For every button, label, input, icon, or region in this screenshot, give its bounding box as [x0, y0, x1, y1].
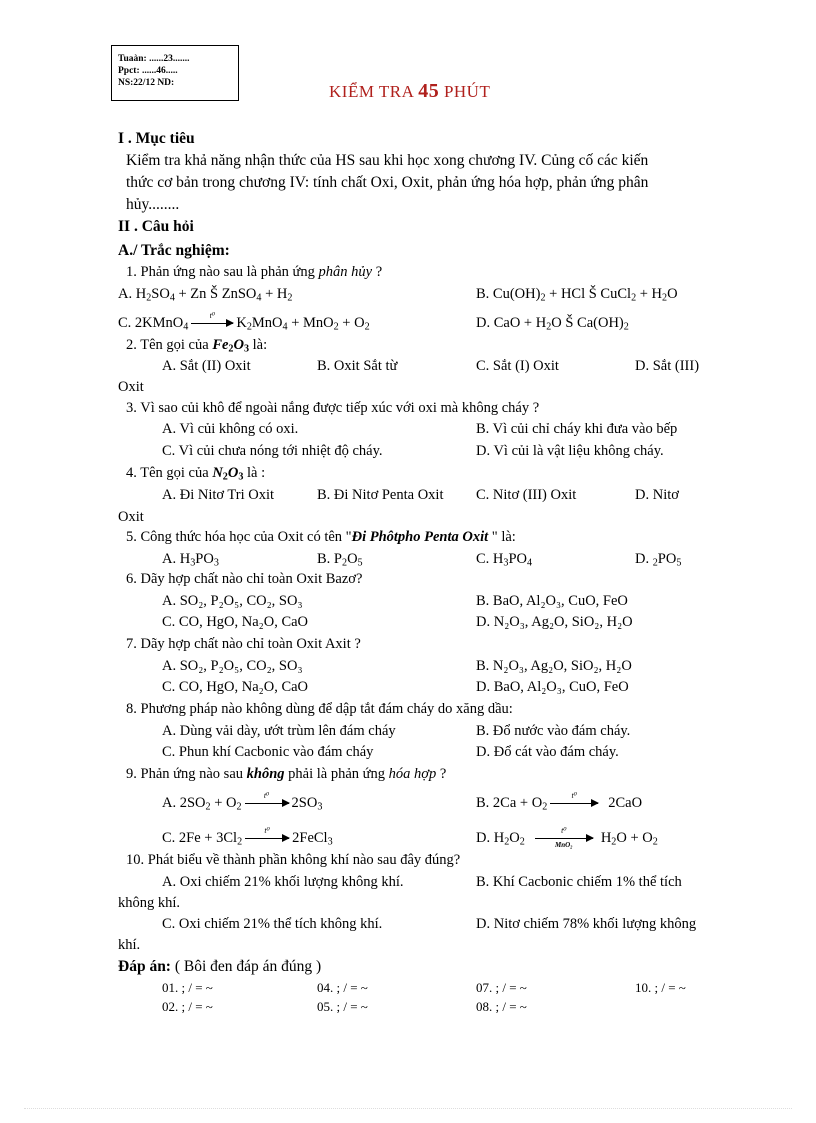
q10-option-c: C. Oxi chiếm 21% thể tích không khí.	[162, 916, 383, 932]
section-2-heading: II . Câu hỏi	[118, 218, 194, 235]
q6-option-c: C. CO, HgO, Na₂O, CaO	[162, 614, 309, 630]
q10-option-b: B. Khí Cacbonic chiếm 1% thể tích	[476, 874, 682, 890]
question-8: 8. Phương pháp nào không dùng để dập tắt đám cháy do xăng dầu:	[126, 701, 513, 717]
q5-option-d: D. $_2PO_5$	[635, 551, 682, 569]
reaction-arrow-icon: t⁰	[191, 323, 233, 324]
q2-option-c: C. Sắt (I) Oxit	[476, 358, 559, 374]
q3-option-c: C. Vì củi chưa nóng tới nhiệt độ cháy.	[162, 443, 383, 459]
q3-option-a: A. Vì củi không có oxi.	[162, 421, 299, 437]
reaction-arrow-icon: t⁰	[245, 803, 289, 804]
question-3: 3. Vì sao củi khô để ngoài nắng được tiếp xúc với oxi mà không cháy ?	[126, 400, 540, 416]
answer-slot-01: 01. ; / = ~	[162, 980, 213, 995]
page-title: KIỂM TRA 45 PHÚT	[329, 80, 491, 102]
week-label: Tuaàn: ......23.......	[118, 54, 190, 64]
multiple-choice-heading: A./ Trắc nghiệm:	[118, 242, 230, 259]
q4-option-d-wrap: Oxit	[118, 509, 144, 525]
q1-option-b: B. $Cu(OH)_2$ + HCl Š CuCl$_2$ + $H_2O$	[476, 286, 678, 304]
q3-option-b: B. Vì củi chỉ cháy khi đưa vào bếp	[476, 421, 678, 437]
question-10: 10. Phát biểu về thành phần không khí nào sau đây đúng?	[126, 852, 461, 868]
question-1: 1. Phản ứng nào sau là phản ứng phân hủy ?	[126, 264, 383, 280]
ppct-label: Ppct: ......46.....	[118, 66, 178, 76]
reaction-arrow-icon: t⁰	[550, 803, 598, 804]
answer-slot-07: 07. ; / = ~	[476, 980, 527, 995]
reaction-arrow-icon: t⁰	[245, 838, 289, 839]
q1-option-d: D. CaO + $H_2O$ Š $Ca(OH)_2$	[476, 315, 629, 333]
q2-option-d: D. Sắt (III)	[635, 358, 700, 374]
q10-option-a: A. Oxi chiếm 21% khối lượng không khí.	[162, 874, 404, 890]
q9-option-a: A. $2SO_2 + O_2$ t⁰ $2SO_3$	[162, 791, 323, 813]
q9-option-b: B. $2Ca + O_2$ t⁰ 2CaO	[476, 791, 643, 813]
q8-option-a: A. Dùng vải dày, ướt trùm lên đám cháy	[162, 723, 396, 739]
q9-option-c: C. $2Fe + 3Cl_2$ t⁰ 2FeCl$_3$	[162, 826, 333, 848]
date-label: NS:22/12 ND:	[118, 78, 175, 88]
q4-option-c: C. Nitơ (III) Oxit	[476, 487, 577, 503]
q4-option-b: B. Đi Nitơ Penta Oxit	[317, 487, 444, 503]
page-bottom-divider	[24, 1108, 792, 1109]
q8-option-d: D. Đổ cát vào đám cháy.	[476, 744, 619, 760]
answer-slot-10: 10. ; / = ~	[635, 980, 686, 995]
header-info-box	[111, 45, 239, 101]
question-5: 5. Công thức hóa học của Oxit có tên "Đi Phôtpho Penta Oxit " là:	[126, 529, 516, 545]
objective-line-3: hủy........	[126, 196, 180, 213]
q2-option-b: B. Oxit Sắt từ	[317, 358, 398, 374]
q8-option-b: B. Đổ nước vào đám cháy.	[476, 723, 631, 739]
reaction-arrow-icon: t⁰ MnO₂	[535, 838, 593, 839]
q8-option-c: C. Phun khí Cacbonic vào đám cháy	[162, 744, 374, 760]
q1-option-c: C. 2KMnO$_4$ t⁰ $K_2MnO_4 + MnO_2 + O_2$	[118, 311, 370, 333]
q10-option-b-wrap: không khí.	[118, 895, 181, 911]
question-4: 4. Tên gọi của $N_2O_3$ là :	[126, 465, 266, 483]
q1-option-a: A. $H_2SO_4 + Zn$ Š ZnSO$_4$ + $H_2$	[118, 286, 293, 304]
objective-line-1: Kiểm tra khả năng nhận thức của HS sau khi học xong chương IV. Củng cố các kiến	[126, 152, 649, 169]
objective-line-2: thức cơ bản trong chương IV: tính chất Oxi, Oxit, phản ứng hóa hợp, phản ứng phân	[126, 174, 649, 191]
q7-option-b: B. N₂O₃, Ag₂O, SiO₂, H₂O	[476, 658, 632, 674]
q5-option-b: B. $P_2O_5$	[317, 551, 363, 569]
answer-slot-04: 04. ; / = ~	[317, 980, 368, 995]
q4-option-d: D. Nitơ	[635, 487, 679, 503]
q5-option-c: C. $H_3PO_4$	[476, 551, 533, 569]
q7-option-d: D. BaO, Al₂O₃, CuO, FeO	[476, 679, 629, 695]
q6-option-a: A. SO₂, P₂O₅, CO₂, SO₃	[162, 593, 303, 609]
section-1-heading: I . Mục tiêu	[118, 130, 195, 147]
q6-option-b: B. BaO, Al₂O₃, CuO, FeO	[476, 593, 628, 609]
q5-option-a: A. $H_3PO_3$	[162, 551, 219, 569]
question-7: 7. Dãy hợp chất nào chỉ toàn Oxit Axit ?	[126, 636, 361, 652]
q2-option-a: A. Sắt (II) Oxit	[162, 358, 251, 374]
q7-option-a: A. SO₂, P₂O₅, CO₂, SO₃	[162, 658, 303, 674]
q4-option-a: A. Đi Nitơ Tri Oxit	[162, 487, 275, 503]
q10-option-d: D. Nitơ chiếm 78% khối lượng không	[476, 916, 697, 932]
answer-slot-02: 02. ; / = ~	[162, 999, 213, 1014]
q10-option-d-wrap: khí.	[118, 937, 141, 953]
answer-slot-05: 05. ; / = ~	[317, 999, 368, 1014]
question-9: 9. Phản ứng nào sau không phải là phản ứng hóa hợp ?	[126, 766, 447, 782]
answer-key-heading: Đáp án: ( Bôi đen đáp án đúng )	[118, 958, 322, 975]
q2-option-d-wrap: Oxit	[118, 379, 144, 395]
question-6: 6. Dãy hợp chất nào chỉ toàn Oxit Bazơ?	[126, 571, 363, 587]
q3-option-d: D. Vì củi là vật liệu không cháy.	[476, 443, 664, 459]
question-2: 2. Tên gọi của $Fe_2O_3$ là:	[126, 337, 268, 355]
q6-option-d: D. N₂O₃, Ag₂O, SiO₂, H₂O	[476, 614, 633, 630]
answer-slot-08: 08. ; / = ~	[476, 999, 527, 1014]
q9-option-d: D. $H_2O_2$ t⁰ MnO₂ $H_2O + O_2$	[476, 826, 658, 850]
q7-option-c: C. CO, HgO, Na₂O, CaO	[162, 679, 309, 695]
